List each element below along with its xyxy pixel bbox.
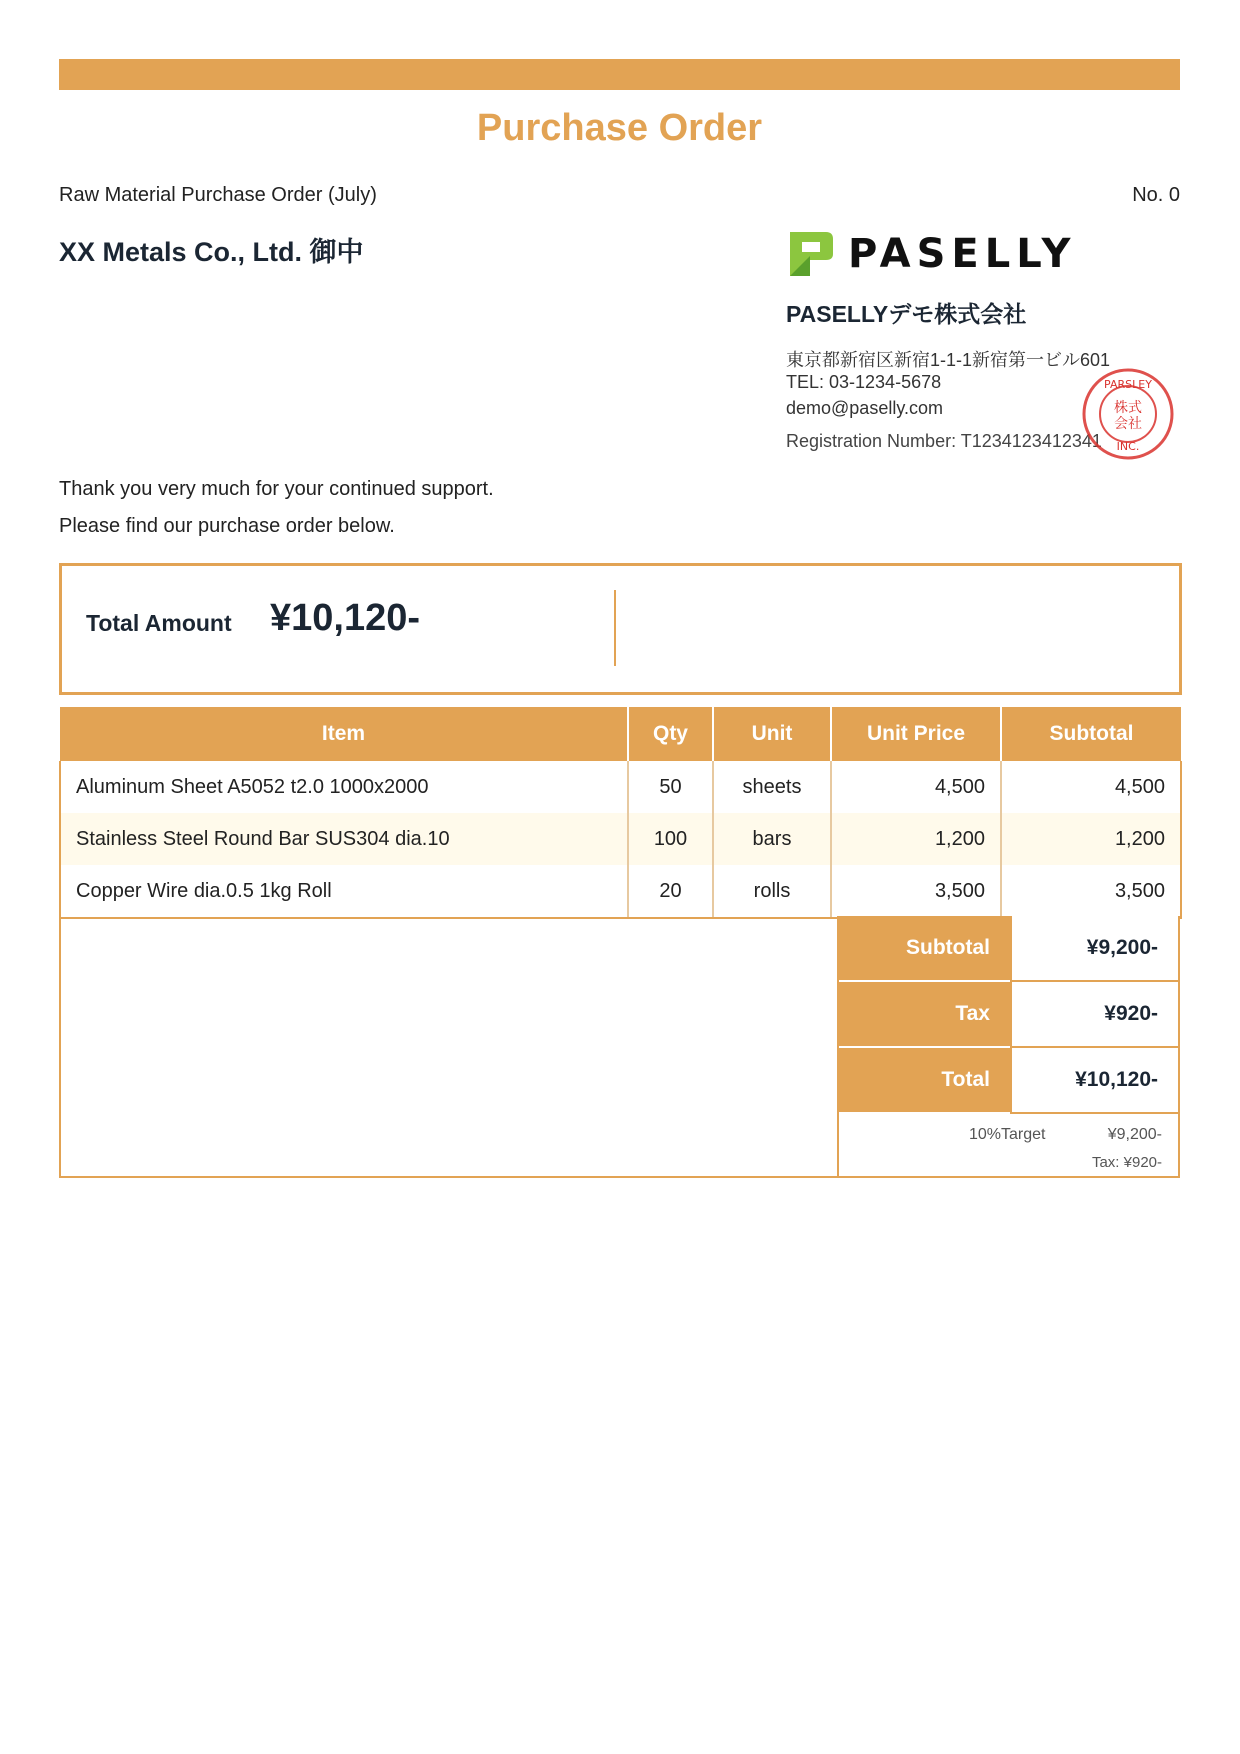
- order-number: No. 0: [1132, 184, 1180, 206]
- summary-tax-label: Tax: [839, 982, 1010, 1046]
- company-seal-stamp: [1080, 366, 1176, 462]
- item-qty: 50: [628, 761, 713, 813]
- company-name: PASELLYデモ株式会社: [786, 301, 1027, 327]
- header-qty: Qty: [628, 707, 713, 761]
- header-subtotal: Subtotal: [1001, 707, 1181, 761]
- item-name: Copper Wire dia.0.5 1kg Roll: [60, 865, 628, 918]
- total-amount-label: Total Amount: [86, 610, 232, 636]
- item-unit-price: 3,500: [831, 865, 1001, 918]
- company-email: demo@paselly.com: [786, 398, 943, 418]
- summary-total-value: ¥10,120-: [1010, 1048, 1178, 1112]
- summary-tax-value: ¥920-: [1010, 982, 1178, 1046]
- total-amount-box: [59, 563, 1182, 695]
- summary-subtotal-label: Subtotal: [839, 916, 1010, 980]
- order-subject: Raw Material Purchase Order (July): [59, 184, 377, 206]
- summary-section: [59, 916, 1180, 1178]
- svg-text:会社: 会社: [1114, 416, 1142, 432]
- logo-wordmark: PASELLY: [848, 231, 1077, 277]
- item-subtotal: 1,200: [1001, 813, 1181, 865]
- document-title: Purchase Order: [476, 107, 763, 149]
- registration-number: Registration Number: T1234123412341: [786, 431, 1102, 451]
- top-accent-bar: [59, 59, 1180, 90]
- item-unit: rolls: [713, 865, 831, 918]
- tax-basis-label: 10%Target: [969, 1126, 1046, 1143]
- item-subtotal: 3,500: [1001, 865, 1181, 918]
- total-box-divider: [614, 590, 616, 666]
- table-row: [60, 761, 1181, 813]
- summary-total-row: [839, 1048, 1178, 1112]
- item-name: Aluminum Sheet A5052 t2.0 1000x2000: [60, 761, 628, 813]
- item-subtotal: 4,500: [1001, 761, 1181, 813]
- company-tel: TEL: 03-1234-5678: [786, 372, 942, 392]
- recipient-name: XX Metals Co., Ltd. 御中: [59, 237, 364, 267]
- table-header-row: [60, 707, 1181, 761]
- svg-text:株式: 株式: [1114, 400, 1142, 416]
- summary-total-label: Total: [839, 1048, 1010, 1112]
- svg-text:INC.: INC.: [1116, 440, 1140, 453]
- greeting-line-1: Thank you very much for your continued support.: [59, 478, 494, 500]
- summary-subtotal-value: ¥9,200-: [1010, 916, 1178, 980]
- items-table: [59, 707, 1182, 919]
- table-row: [60, 813, 1181, 865]
- summary-separator: [1010, 1112, 1178, 1114]
- item-qty: 20: [628, 865, 713, 918]
- company-address: 東京都新宿区新宿1-1-1新宿第一ビル601: [786, 350, 1111, 370]
- item-qty: 100: [628, 813, 713, 865]
- header-item: Item: [60, 707, 628, 761]
- table-row: [60, 865, 1181, 918]
- item-unit: bars: [713, 813, 831, 865]
- summary-tax-row: [839, 982, 1178, 1046]
- greeting-line-2: Please find our purchase order below.: [59, 515, 395, 537]
- logo-mark-icon: [786, 228, 836, 280]
- tax-basis-tax: Tax: ¥920-: [1091, 1154, 1162, 1171]
- item-name: Stainless Steel Round Bar SUS304 dia.10: [60, 813, 628, 865]
- company-logo: [786, 228, 1076, 280]
- item-unit-price: 1,200: [831, 813, 1001, 865]
- svg-text:PARSLEY: PARSLEY: [1104, 378, 1152, 391]
- header-unit: Unit: [713, 707, 831, 761]
- tax-basis-value: ¥9,200-: [1107, 1126, 1162, 1143]
- item-unit-price: 4,500: [831, 761, 1001, 813]
- summary-subtotal-row: [839, 916, 1178, 980]
- total-amount-value: ¥10,120-: [270, 597, 421, 639]
- item-unit: sheets: [713, 761, 831, 813]
- header-unit-price: Unit Price: [831, 707, 1001, 761]
